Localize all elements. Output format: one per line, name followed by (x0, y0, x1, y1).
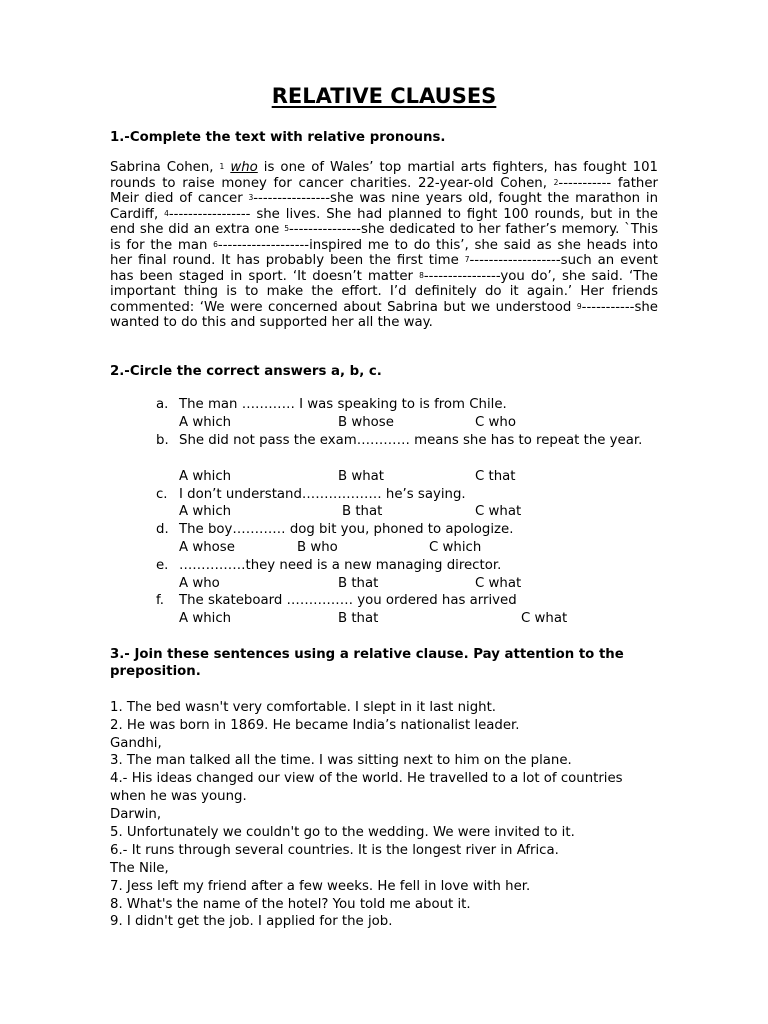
blank-4: ----------------- (168, 206, 251, 222)
option-b[interactable]: B that (342, 504, 383, 519)
blank-2: ----------- (558, 175, 612, 191)
option-a[interactable]: A whose (179, 540, 235, 555)
blank-5: --------------- (288, 222, 361, 237)
option-a[interactable]: A which (179, 611, 232, 626)
option-b[interactable]: B what (338, 469, 385, 484)
section3-heading: 3.- Join these sentences using a relative clause. Pay attention to the preposition. (110, 647, 624, 679)
option-c[interactable]: C what (521, 611, 568, 626)
example-answer: who (230, 160, 258, 175)
list-item: 2. He was born in 1869. He became India’s nationalist leader. (110, 718, 520, 733)
section1-text: Sabrina Cohen, $^1$ who is one of Wales’ top martial arts fighters, has fought 101 rounds to raise money for cancer charities. 22-year-old Cohen, $^2$----------- father Meir died of cancer $^3$----------------she was nine years old, fought the marathon in Cardiff, $^4$----------------- she lives. She had planned to fight 100 rounds, but in the end she did an extra one $^5$---------------she dedicated to her father’s memory. `This is for the man $^6$-------------------inspired me to do this’, she said as she heads into her final round. It has probably been the first time $^7$-------------------such an event has been staged in sport. ‘It doesn’t matter $^8$----------------you do’, she said. ‘The important thing is to make the effort. I’d definitely do it again.’ Her friends commented: ‘We were concerned about Sabrina but we understood $^9$-----------she wanted to do this and supported her all the way. (110, 160, 658, 330)
option-a[interactable]: A who (179, 576, 220, 591)
option-b[interactable]: B who (297, 540, 338, 555)
list-item: The Nile, (110, 861, 169, 876)
blank-8: ---------------- (423, 268, 501, 284)
section1-heading: 1.-Complete the text with relative pronouns. (110, 130, 446, 145)
option-b[interactable]: B whose (338, 415, 394, 430)
list-item: 8. What's the name of the hotel? You told me about it. (110, 897, 471, 912)
list-item: 3. The man talked all the time. I was sitting next to him on the plane. (110, 753, 572, 768)
option-a[interactable]: A which (179, 469, 232, 484)
option-b[interactable]: B that (338, 576, 379, 591)
option-a[interactable]: A which (179, 415, 232, 430)
option-b[interactable]: B that (338, 611, 379, 626)
blank-9: ----------- (581, 299, 635, 315)
list-item: 9. I didn't get the job. I applied for the job. (110, 914, 393, 929)
option-c[interactable]: C that (475, 469, 516, 484)
list-item: 5. Unfortunately we couldn't go to the wedding. We were invited to it. (110, 825, 575, 840)
list-item: 1. The bed wasn't very comfortable. I slept in it last night. (110, 700, 497, 715)
option-c[interactable]: C which (429, 540, 482, 555)
option-a[interactable]: A which (179, 504, 232, 519)
page-title: RELATIVE CLAUSES (271, 84, 497, 108)
blank-3: ---------------- (253, 191, 331, 206)
blank-6: ------------------- (217, 237, 310, 253)
option-c[interactable]: C who (475, 415, 516, 430)
list-item: 4.- His ideas changed our view of the world. He travelled to a lot of countries when he was young. (110, 771, 623, 804)
list-item: Darwin, (110, 807, 162, 822)
option-c[interactable]: C what (475, 576, 522, 591)
blank-7: ------------------- (469, 253, 561, 268)
list-item: 6.- It runs through several countries. It is the longest river in Africa. (110, 843, 559, 858)
option-c[interactable]: C what (475, 504, 522, 519)
section2-heading: 2.-Circle the correct answers a, b, c. (110, 364, 382, 379)
list-item: 7. Jess left my friend after a few weeks. He fell in love with her. (110, 879, 531, 894)
list-item: Gandhi, (110, 736, 162, 751)
